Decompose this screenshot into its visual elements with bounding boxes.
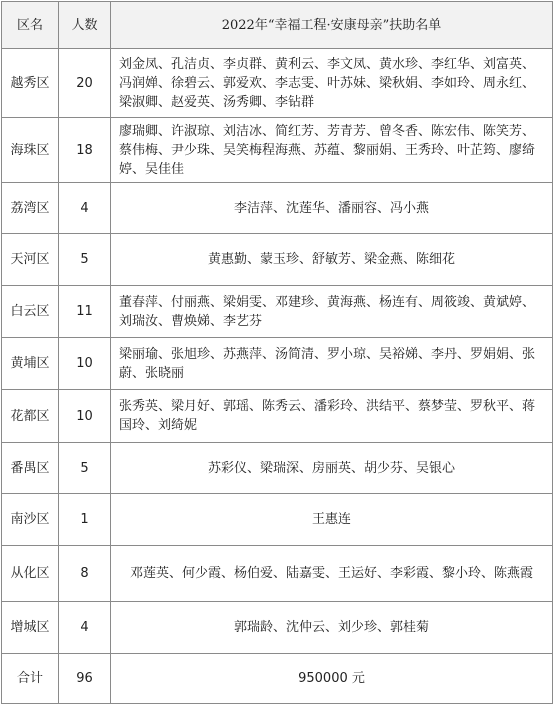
district-name: 白云区 (2, 286, 59, 338)
person-count: 10 (59, 390, 111, 443)
district-name: 黄埔区 (2, 338, 59, 390)
person-count: 1 (59, 494, 111, 546)
table-row (2, 494, 553, 546)
district-name: 番禺区 (2, 443, 59, 494)
table-row (2, 443, 553, 494)
table-row (2, 234, 553, 286)
district-name: 越秀区 (2, 49, 59, 118)
name-list: 郭瑞龄、沈仲云、刘少珍、郭桂菊 (111, 602, 553, 654)
name-list: 廖瑞卿、许淑琼、刘洁冰、简红芳、芳青芳、曾冬香、陈宏伟、陈笑芳、蔡伟梅、尹少珠、吴笑梅程海燕、苏蕴、黎丽娟、王秀玲、叶芷筠、廖绮婷、吴佳佳 (111, 118, 553, 183)
person-count: 5 (59, 234, 111, 286)
header-count: 人数 (59, 2, 111, 49)
person-count: 20 (59, 49, 111, 118)
name-list: 苏彩仪、梁瑞深、房丽英、胡少芬、吴银心 (111, 443, 553, 494)
total-label: 合计 (2, 654, 59, 704)
name-list: 黄惠勤、蒙玉珍、舒敏芳、梁金燕、陈细花 (111, 234, 553, 286)
person-count: 18 (59, 118, 111, 183)
table-title: 2022年“幸福工程·安康母亲”扶助名单 (111, 2, 553, 49)
district-name: 海珠区 (2, 118, 59, 183)
header-district: 区名 (2, 2, 59, 49)
assistance-list-table (1, 1, 553, 704)
district-name: 荔湾区 (2, 183, 59, 234)
district-name: 花都区 (2, 390, 59, 443)
person-count: 8 (59, 546, 111, 602)
table-row (2, 602, 553, 654)
name-list: 梁丽瑜、张旭珍、苏燕萍、汤简清、罗小琼、吴裕娣、李丹、罗娟娟、张蔚、张晓丽 (111, 338, 553, 390)
name-list: 张秀英、梁月好、郭瑶、陈秀云、潘彩玲、洪结平、蔡梦莹、罗秋平、蒋国玲、刘绮妮 (111, 390, 553, 443)
total-count: 96 (59, 654, 111, 704)
district-name: 天河区 (2, 234, 59, 286)
name-list: 刘金凤、孔洁贞、李贞群、黄利云、李文凤、黄水珍、李红华、刘富英、冯润婵、徐碧云、郭爱欢、李志雯、叶苏妹、梁秋娟、李如玲、周永红、梁淑卿、赵爱英、汤秀卿、李钻群 (111, 49, 553, 118)
table-row (2, 118, 553, 183)
name-list: 董春萍、付丽燕、梁娟雯、邓建珍、黄海燕、杨连有、周筱竣、黄斌婷、刘瑞汝、曹焕娣、李艺芬 (111, 286, 553, 338)
name-list: 邓莲英、何少霞、杨伯爱、陆嘉雯、王运好、李彩霞、黎小玲、陈燕霞 (111, 546, 553, 602)
person-count: 5 (59, 443, 111, 494)
table-row (2, 286, 553, 338)
table-row (2, 49, 553, 118)
table-row (2, 546, 553, 602)
table-row (2, 183, 553, 234)
name-list: 王惠连 (111, 494, 553, 546)
district-name: 增城区 (2, 602, 59, 654)
person-count: 4 (59, 602, 111, 654)
person-count: 10 (59, 338, 111, 390)
total-amount: 950000 元 (111, 654, 553, 704)
district-name: 从化区 (2, 546, 59, 602)
header-row (2, 2, 553, 49)
name-list: 李洁萍、沈莲华、潘丽容、冯小燕 (111, 183, 553, 234)
district-name: 南沙区 (2, 494, 59, 546)
person-count: 4 (59, 183, 111, 234)
person-count: 11 (59, 286, 111, 338)
total-row (2, 654, 553, 704)
table-row (2, 338, 553, 390)
table-row (2, 390, 553, 443)
